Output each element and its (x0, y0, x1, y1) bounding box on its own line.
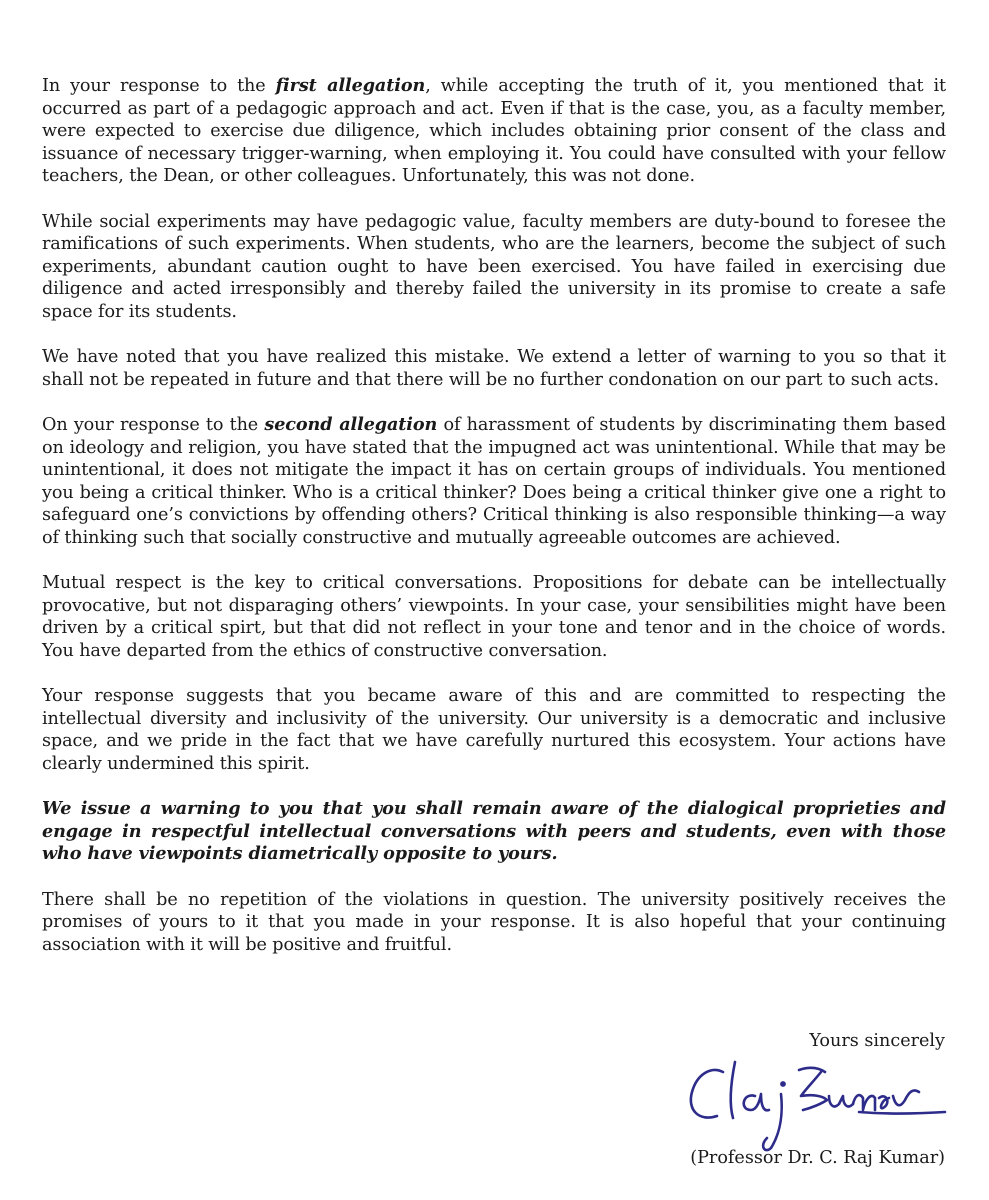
paragraph-rest: , while accepting the truth of it, you mentioned that it occurred as part of a pedagogic approach and act. Even if that is the case, you, as a faculty member, were expected to exercise due diligence, which includes obtaining prior consent of the class and issuance of necessary trigger-warning, when employing it. You could have consulted with your fellow teachers, the Dean, or other colleagues. Unfortunately, this was not done. (42, 76, 947, 186)
letter-body (42, 75, 946, 956)
paragraph-first-allegation (42, 75, 946, 188)
first-allegation-emphasis: first allegation (275, 75, 426, 96)
signature-image (683, 1052, 955, 1152)
paragraph-rest: of harassment of students by discriminating them based on ideology and religion, you have stated that the impugned act was unintentional. While that may be unintentional, it does not mitigate the impact it has on certain groups of individuals. You mentioned you being a critical thinker. Who is a critical thinker? Does being a critical thinker give one a right to safeguard one’s convictions by offending others? Critical thinking is also responsible thinking—a way of thinking such that socially constructive and mutually agreeable outcomes are achieved. (42, 415, 947, 548)
paragraph-social-experiments: While social experiments may have pedagogic value, faculty members are duty-bound to foresee the ramifications of such experiments. When students, who are the learners, become the subject of such experiments, abundant caution ought to have been exercised. You have failed in exercising due diligence and acted irresponsibly and thereby failed the university in its promise to create a safe space for its students. (42, 211, 946, 322)
signature-strokes (691, 1062, 945, 1150)
closing-salutation: Yours sincerely (809, 1031, 945, 1051)
paragraph-response-awareness: Your response suggests that you became aware of this and are committed to respecting the intellectual diversity and inclusivity of the university. Our university is a democratic and inclusive space, and we pride in the fact that we have carefully nurtured this ecosystem. Your actions have clearly undermined this spirit. (42, 686, 946, 774)
second-allegation-emphasis: second allegation (264, 414, 438, 435)
paragraph-lead: In your response to the (42, 76, 276, 96)
paragraph-no-repetition: There shall be no repetition of the violations in question. The university positively receives the promises of yours to it that you made in your response. It is also hopeful that your continuing association with it will be positive and fruitful. (42, 889, 946, 955)
paragraph-formal-warning: We issue a warning to you that you shall remain aware of the dialogical proprieties and engage in respectful intellectual conversations with peers and students, even with those who have viewpoints diametrically opposite to yours. (42, 798, 946, 864)
paragraph-second-allegation (42, 414, 946, 549)
paragraph-warning-extended: We have noted that you have realized this mistake. We extend a letter of warning to you so that it shall not be repeated in future and that there will be no further condonation on our part to such acts. (42, 347, 946, 390)
paragraph-lead: On your response to the (42, 415, 265, 435)
signature-drawing (683, 1052, 955, 1152)
paragraph-mutual-respect: Mutual respect is the key to critical conversations. Propositions for debate can be intellectually provocative, but not disparaging others’ viewpoints. In your case, your sensibilities might have been driven by a critical spirt, but that did not reflect in your tone and tenor and in the choice of words. You have departed from the ethics of constructive conversation. (42, 573, 946, 661)
signatory-name: (Professor Dr. C. Raj Kumar) (690, 1148, 945, 1168)
